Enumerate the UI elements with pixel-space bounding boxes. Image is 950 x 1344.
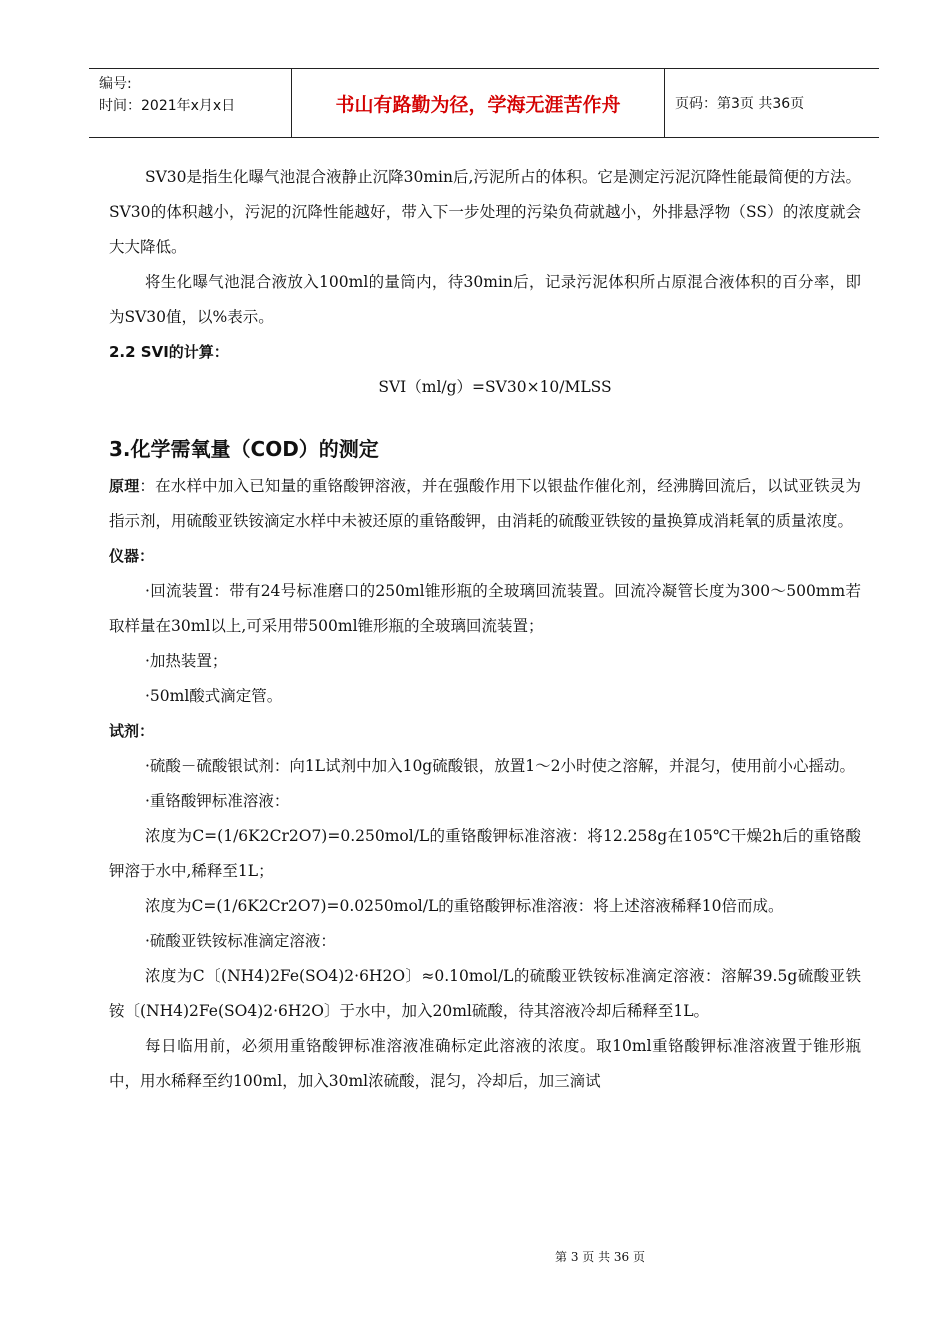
paragraph-principle (109, 469, 861, 539)
header-number: 编号: (99, 76, 132, 92)
header-meta (99, 73, 289, 117)
heading-reagents: 试剂： (109, 722, 155, 740)
list-item-reagent: ·硫酸亚铁铵标准滴定溶液： (145, 932, 336, 950)
principle-text: ：在水样中加入已知量的重铬酸钾溶液，并在强酸作用下以银盐作催化剂，经沸腾回流后，以试亚铁灵为指示剂，用硫酸亚铁铵滴定水样中未被还原的重铬酸钾，由消耗的硫酸亚铁铵的量换算成消耗氧的质量浓度。 (109, 477, 861, 530)
heading-instruments: 仪器： (109, 547, 155, 565)
list-item-reagent: ·重铬酸钾标准溶液： (145, 792, 290, 810)
paragraph-sv30-definition: SV30是指生化曝气池混合液静止沉降30min后,污泥所占的体积。它是测定污泥沉降性能最简便的方法。SV30的体积越小，污泥的沉降性能越好，带入下一步处理的污染负荷就越小，外排悬浮物（SS）的浓度就会大大降低。 (109, 168, 861, 256)
paragraph-reagent-detail: 浓度为C〔(NH4)2Fe(SO4)2·6H2O〕≈0.10mol/L的硫酸亚铁铵标准滴定溶液：溶解39.5g硫酸亚铁铵〔(NH4)2Fe(SO4)2·6H2O〕于水中，加入20ml硫酸，待其溶液冷却后稀释至1L。 (109, 967, 861, 1020)
list-item-instrument: ·加热装置； (145, 652, 228, 670)
heading-svi: 2.2 SVI的计算： (109, 343, 229, 361)
principle-label: 原理 (109, 477, 140, 495)
page-header (89, 68, 879, 138)
list-item-reagent: ·硫酸－硫酸银试剂：向1L试剂中加入10g硫酸银，放置1～2小时使之溶解，并混匀，使用前小心摇动。 (145, 757, 855, 775)
page-footer: 第 3 页 共 36 页 (555, 1250, 645, 1264)
paragraph-reagent-detail: 每日临用前，必须用重铬酸钾标准溶液准确标定此溶液的浓度。取10ml重铬酸钾标准溶液置于锥形瓶中，用水稀释至约100ml，加入30ml浓硫酸，混匀，冷却后，加三滴试 (109, 1037, 861, 1090)
document-body (109, 160, 861, 1099)
paragraph-reagent-detail: 浓度为C=(1/6K2Cr2O7)=0.0250mol/L的重铬酸钾标准溶液：将上述溶液稀释10倍而成。 (145, 897, 784, 915)
paragraph-sv30-method: 将生化曝气池混合液放入100ml的量筒内，待30min后，记录污泥体积所占原混合液体积的百分率，即为SV30值，以%表示。 (109, 273, 861, 326)
header-page-number: 页码：第3页 共36页 (675, 96, 805, 112)
header-motto: 书山有路勤为径，学海无涯苦作舟 (291, 69, 665, 137)
list-item-instrument: ·50ml酸式滴定管。 (145, 687, 283, 705)
formula-svi: SVI（ml/g）=SV30×10/MLSS (378, 378, 612, 396)
heading-cod: 3.化学需氧量（COD）的测定 (109, 437, 379, 461)
list-item-instrument: ·回流装置：带有24号标准磨口的250ml锥形瓶的全玻璃回流装置。回流冷凝管长度为300～500mm若取样量在30ml以上,可采用带500ml锥形瓶的全玻璃回流装置； (109, 582, 861, 635)
paragraph-reagent-detail: 浓度为C=(1/6K2Cr2O7)=0.250mol/L的重铬酸钾标准溶液：将12.258g在105℃干燥2h后的重铬酸钾溶于水中,稀释至1L； (109, 827, 861, 880)
header-time: 时间：2021年x月x日 (99, 98, 236, 114)
